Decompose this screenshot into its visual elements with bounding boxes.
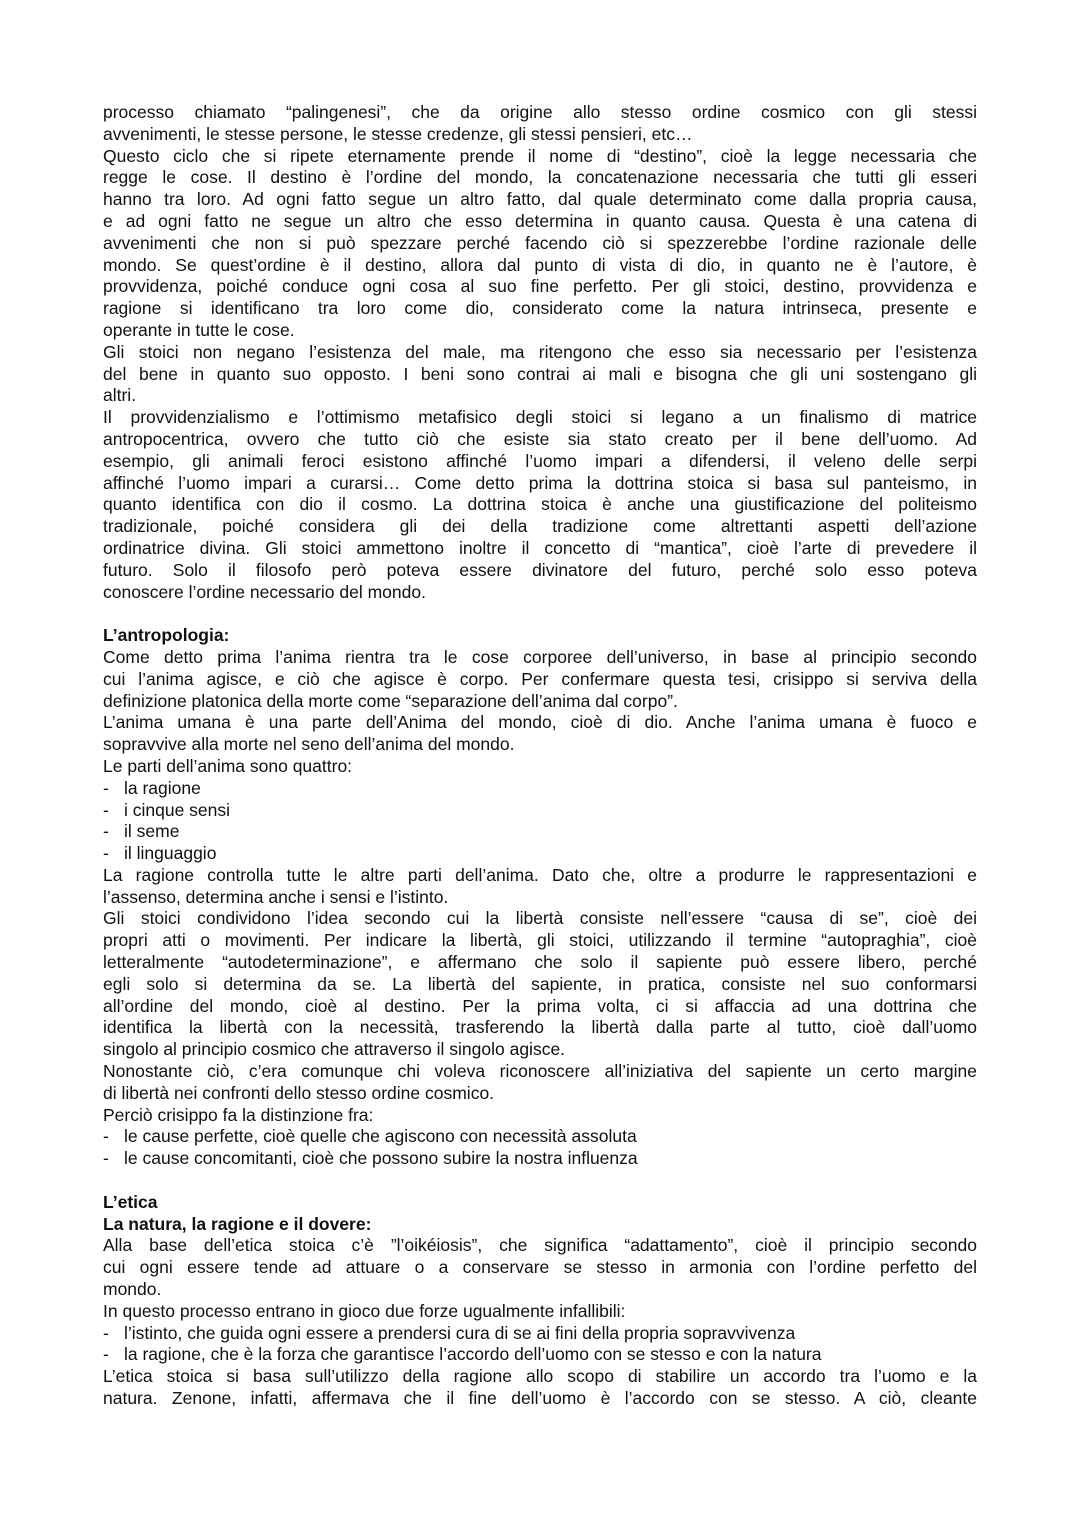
list-bullet: - xyxy=(103,821,109,842)
list-item xyxy=(103,778,977,800)
list-item-text: la ragione, che è la forza che garantisce l’accordo dell’uomo con se stesso e con la natura xyxy=(124,1344,822,1365)
text-line: identifica la libertà con la necessità, trasferendo la libertà dalla parte al tutto, cioè dall’uomo xyxy=(103,1017,977,1038)
text-line: Il provvidenzialismo e l’ottimismo metafisico degli stoici si legano a un finalismo di matrice xyxy=(103,407,977,428)
list-bullet: - xyxy=(103,1148,109,1169)
list-item-text: il linguaggio xyxy=(124,843,217,864)
text-line: e ad ogni fatto ne segue un altro che esso determina in quanto causa. Questa è una catena di xyxy=(103,210,977,231)
list-bullet: - xyxy=(103,799,109,820)
text-line: Perciò crisippo fa la distinzione fra: xyxy=(103,1104,374,1125)
text-line: egli solo si determina da se. La libertà del sapiente, in pratica, consiste nel suo conformarsi xyxy=(103,973,977,994)
text-line: quanto identifica con dio il cosmo. La dottrina stoica è anche una giustificazione del politeismo xyxy=(103,494,977,515)
text-line: Le parti dell’anima sono quattro: xyxy=(103,755,353,776)
text-line: esempio, gli animali feroci esistono affinché l’uomo impari a difendersi, il veleno delle serpi xyxy=(103,450,977,471)
text-line: Nonostante ciò, c’era comunque chi voleva riconoscere all’iniziativa del sapiente un certo margine xyxy=(103,1061,977,1082)
text-line: singolo al principio cosmico che attraverso il singolo agisce. xyxy=(103,1039,566,1060)
text-line: regge le cose. Il destino è l’ordine del mondo, la concatenazione necessaria che tutti gli esseri xyxy=(103,167,977,188)
section-heading: La natura, la ragione e il dovere: xyxy=(103,1213,372,1234)
text-line: di libertà nei confronti dello stesso ordine cosmico. xyxy=(103,1082,495,1103)
blank-line xyxy=(103,603,977,625)
text-line: L’anima umana è una parte dell’Anima del mondo, cioè di dio. Anche l’anima umana è fuoco e xyxy=(103,712,977,733)
text-line: hanno tra loro. Ad ogni fatto segue un altro fatto, dal quale determinato come dalla propria causa, xyxy=(103,189,977,210)
list-bullet: - xyxy=(103,777,109,798)
list-item-text: i cinque sensi xyxy=(124,799,231,820)
text-line: tradizionale, poiché considera gli dei della tradizione come altrettanti aspetti dell’azione xyxy=(103,516,977,537)
text-line: Come detto prima l’anima rientra tra le cose corporee dell’universo, in base al principio secondo xyxy=(103,646,977,667)
text-line: natura. Zenone, infatti, affermava che il fine dell’uomo è l’accordo con se stesso. A ciò, cleante xyxy=(103,1388,977,1409)
text-line: La ragione controlla tutte le altre parti dell’anima. Dato che, oltre a produrre le rappresentazioni e xyxy=(103,864,977,885)
text-line: avvenimenti che non si può spezzare perché facendo ciò si spezzerebbe l’ordine razionale delle xyxy=(103,232,977,253)
text-line: Alla base dell’etica stoica c’è ”l’oikéiosis”, che significa “adattamento”, cioè il principio secondo xyxy=(103,1235,977,1256)
list-item-text: il seme xyxy=(124,821,180,842)
text-line: altri. xyxy=(103,385,137,406)
text-line: avvenimenti, le stesse persone, le stesse credenze, gli stessi pensieri, etc… xyxy=(103,123,693,144)
text-line: Gli stoici condividono l’idea secondo cui la libertà consiste nell’essere “causa di se”, cioè dei xyxy=(103,908,977,929)
text-line: mondo. xyxy=(103,1279,162,1300)
text-line: Questo ciclo che si ripete eternamente prende il nome di “destino”, cioè la legge necessaria che xyxy=(103,145,977,166)
text-line: del bene in quanto suo opposto. I beni sono contrai ai mali e bisogna che gli uni sostengano gli xyxy=(103,363,977,384)
text-line: cui l’anima agisce, e ciò che agisce è corpo. Per confermare questa tesi, crisippo si serviva della xyxy=(103,668,977,689)
text-line: all’ordine del mondo, cioè al destino. Per la prima volta, ci si affaccia ad una dottrina che xyxy=(103,995,977,1016)
text-line: letteralmente “autodeterminazione”, e affermano che solo il sapiente può essere libero, perché xyxy=(103,952,977,973)
list-item xyxy=(103,1148,977,1170)
list-item-text: la ragione xyxy=(124,777,201,798)
text-line: definizione platonica della morte come “separazione dell’anima dal corpo”. xyxy=(103,690,678,711)
blank-line xyxy=(103,1170,977,1192)
text-line: antropocentrica, ovvero che tutto ciò che esiste sia stato creato per il bene dell’uomo. Ad xyxy=(103,428,977,449)
list-item xyxy=(103,1126,977,1148)
list-item xyxy=(103,843,977,865)
text-line: conoscere l’ordine necessario del mondo. xyxy=(103,581,426,602)
list-item xyxy=(103,800,977,822)
list-bullet: - xyxy=(103,1344,109,1365)
text-line: processo chiamato “palingenesi”, che da origine allo stesso ordine cosmico con gli stessi xyxy=(103,102,977,122)
list-bullet: - xyxy=(103,843,109,864)
text-line: L’etica stoica si basa sull’utilizzo della ragione allo scopo di stabilire un accordo tra l’uomo e la xyxy=(103,1366,977,1387)
document-page xyxy=(103,102,977,1410)
list-item xyxy=(103,1344,977,1366)
list-bullet: - xyxy=(103,1126,109,1147)
text-line: Gli stoici non negano l’esistenza del male, ma ritengono che esso sia necessario per l’esistenza xyxy=(103,341,977,362)
text-line: provvidenza, poiché conduce ogni cosa al suo fine perfetto. Per gli stoici, destino, provvidenza e xyxy=(103,276,977,297)
text-line: ordinatrice divina. Gli stoici ammettono inoltre il concetto di “mantica”, cioè l’arte di prevedere il xyxy=(103,537,977,558)
text-line: sopravvive alla morte nel seno dell’anima del mondo. xyxy=(103,734,515,755)
text-line: cui ogni essere tende ad attuare o a conservare se stesso in armonia con l’ordine perfetto del xyxy=(103,1257,977,1278)
section-heading: L’antropologia: xyxy=(103,625,230,646)
text-line: mondo. Se quest’ordine è il destino, allora dal punto di vista di dio, in quanto ne è l’autore, è xyxy=(103,254,977,275)
text-line: l’assenso, determina anche i sensi e l’istinto. xyxy=(103,886,449,907)
text-line: operante in tutte le cose. xyxy=(103,319,295,340)
text-line: futuro. Solo il filosofo però poteva essere divinatore del futuro, perché solo esso poteva xyxy=(103,559,977,580)
text-line: propri atti o movimenti. Per indicare la libertà, gli stoici, utilizzando il termine “autopraghia”, cioè xyxy=(103,930,977,951)
list-item-text: le cause perfette, cioè quelle che agiscono con necessità assoluta xyxy=(124,1126,637,1147)
text-line: ragione si identificano tra loro come dio, considerato come la natura intrinseca, presente e xyxy=(103,298,977,319)
list-item xyxy=(103,1323,977,1345)
list-item xyxy=(103,821,977,843)
list-item-text: l’istinto, che guida ogni essere a prendersi cura di se ai fini della propria sopravvivenza xyxy=(124,1322,796,1343)
text-line: In questo processo entrano in gioco due forze ugualmente infallibili: xyxy=(103,1300,626,1321)
list-bullet: - xyxy=(103,1322,109,1343)
list-item-text: le cause concomitanti, cioè che possono subire la nostra influenza xyxy=(124,1148,638,1169)
text-line: affinché l’uomo impari a curarsi… Come detto prima la dottrina stoica si basa sul panteismo, in xyxy=(103,472,977,493)
section-heading: L’etica xyxy=(103,1191,158,1212)
